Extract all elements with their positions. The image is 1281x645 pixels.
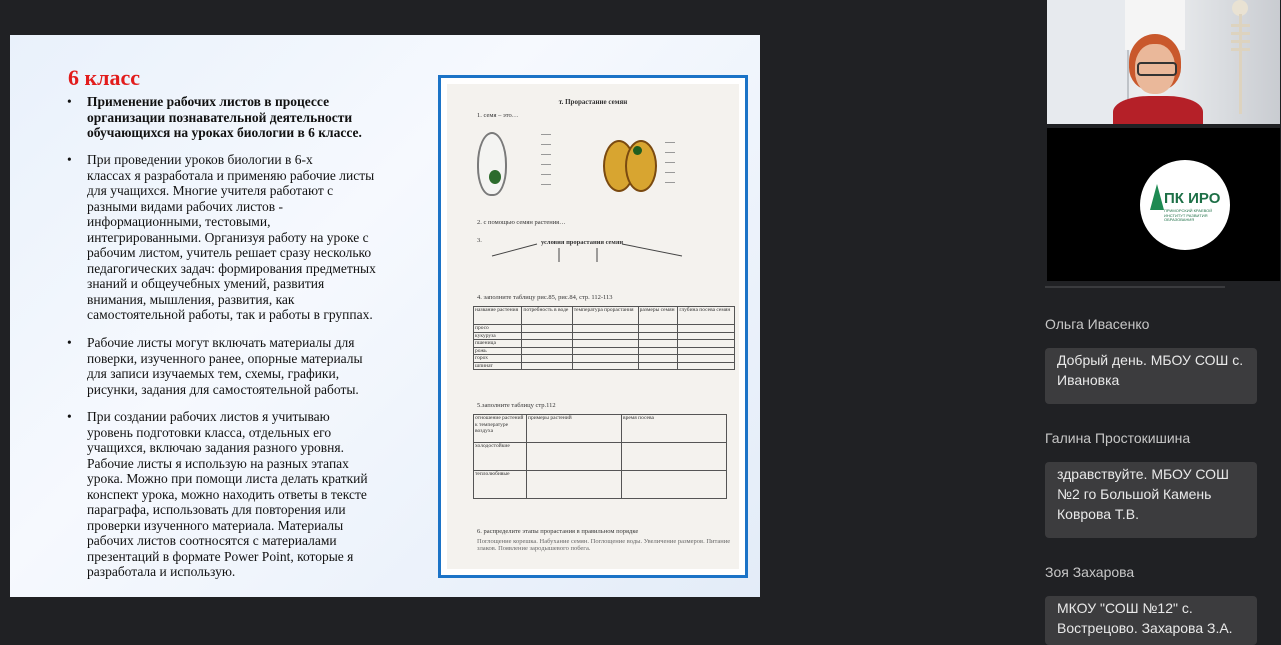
- worksheet-question-1: 1. семя – это…: [477, 112, 519, 119]
- worksheet-paper: [447, 84, 739, 569]
- logo-text: ПК ИРО: [1164, 190, 1221, 207]
- bullet-text: Применение рабочих листов в процессе организации познавательной деятельности обучающихся на уроках биологии в 6 классе.: [87, 94, 362, 140]
- bullet-dot: •: [67, 409, 72, 424]
- table-cell: пшеница: [474, 340, 522, 348]
- worksheet-table-2: [473, 414, 727, 499]
- skeleton-model: [1229, 0, 1251, 124]
- worksheet-question-3: 3.: [477, 237, 482, 244]
- bullet-text: При создании рабочих листов я учитываю уровень подготовки класса, отдельных его учащихся, включаю задания разного уровня. Рабочие листы я использую на разных этапах урока. Можно при помощи листа делать краткий конспект урока, можно находить ответы в тексте параграфа, использовать для повторения или проверки изученного материала. Материалы рабочих листов соотносятся с материалами презентаций в формате Power Point, которые я разработала и использую.: [87, 409, 368, 579]
- worksheet-image: [438, 75, 748, 578]
- table-header: время посева: [622, 415, 727, 443]
- table-header: потребность в воде: [522, 307, 572, 325]
- panel-divider: [1045, 286, 1225, 288]
- table-header: примеры растений: [527, 415, 622, 443]
- bullet-text: Рабочие листы могут включать материалы для поверки, изученного ранее, опорные материалы для записи изучаемых тем, схемы, графики, рисунки, задания для самостоятельной работы.: [87, 335, 363, 397]
- worksheet-question-2: 2. с помощью семян растения…: [477, 219, 566, 226]
- pkiro-logo: [1140, 160, 1230, 250]
- worksheet-title: т. Прорастание семян: [558, 98, 628, 106]
- table-cell: просо: [474, 325, 522, 333]
- table-cell: кукуруза: [474, 332, 522, 340]
- table-header: температура прорастания: [572, 307, 638, 325]
- table-cell: холодостойкие: [474, 443, 527, 471]
- bullet-dot: •: [67, 335, 72, 350]
- logo-subtitle: ПРИМОРСКИЙ КРАЕВОЙ ИНСТИТУТ РАЗВИТИЯ ОБРАЗОВАНИЯ: [1164, 208, 1213, 222]
- table-cell: шпинат: [474, 362, 522, 370]
- slide-title: 6 класс: [68, 65, 141, 90]
- table-cell: горох: [474, 355, 522, 363]
- participant-logo-tile[interactable]: [1047, 128, 1280, 281]
- table-header: глубина посева семян: [678, 307, 735, 325]
- worksheet-question-4: 4. заполните таблицу рис.85, рис.84, стр. 112-113: [477, 294, 613, 301]
- table-header: название растения: [474, 307, 522, 325]
- logo-leaf-icon: [1150, 184, 1164, 210]
- chat-message: МКОУ "СОШ №12" с. Вострецово. Захарова З.А.: [1045, 596, 1257, 645]
- presenter: [1113, 30, 1203, 124]
- chat-author: Зоя Захарова: [1045, 564, 1135, 580]
- chat-author: Галина Простокишина: [1045, 430, 1191, 446]
- table-header: отношение растений к температуре воздуха: [474, 415, 527, 443]
- glasses: [1137, 62, 1177, 76]
- bullet-text: При проведении уроков биологии в 6-х классах я разработала и применяю рабочие листы для учащихся. Многие учителя работают с разными видами рабочих листов - информационными, тестовыми, интегрированными. Организуя работу на уроке с рабочим листом, учитель решает сразу несколько педагогических задач: формирования предметных знаний и общеучебных умений, развития внимания, мышления, развития, как самостоятельной работы, так и работы в группах.: [87, 152, 376, 322]
- conditions-arrows: [447, 84, 739, 284]
- chat-message: здравствуйте. МБОУ СОШ №2 го Большой Камень Коврова Т.В.: [1045, 462, 1257, 538]
- table-cell: рожь: [474, 347, 522, 355]
- worksheet-stages-text: Поглощение корешка. Набухание семян. Поглощение воды. Увеличение размеров. Питание злаков. Появление зародышевого побега.: [477, 538, 731, 552]
- table-header: размеры семян: [638, 307, 678, 325]
- worksheet-question-5: 5.заполните таблицу стр.112: [477, 402, 556, 409]
- slide-text-column: [10, 35, 410, 595]
- germination-conditions-label: условия прорастания семян: [541, 239, 624, 246]
- chat-author: Ольга Ивасенко: [1045, 316, 1150, 332]
- table-cell: теплолюбивые: [474, 471, 527, 499]
- presentation-slide: [10, 35, 760, 597]
- chat-message: Добрый день. МБОУ СОШ с. Ивановка: [1045, 348, 1257, 404]
- bullet-dot: •: [67, 94, 72, 109]
- participant-video[interactable]: [1047, 0, 1280, 124]
- worksheet-table-1: [473, 306, 735, 370]
- worksheet-question-6: 6. распределите этапы прорастания в правильном порядке: [477, 528, 639, 535]
- bullet-dot: •: [67, 152, 72, 167]
